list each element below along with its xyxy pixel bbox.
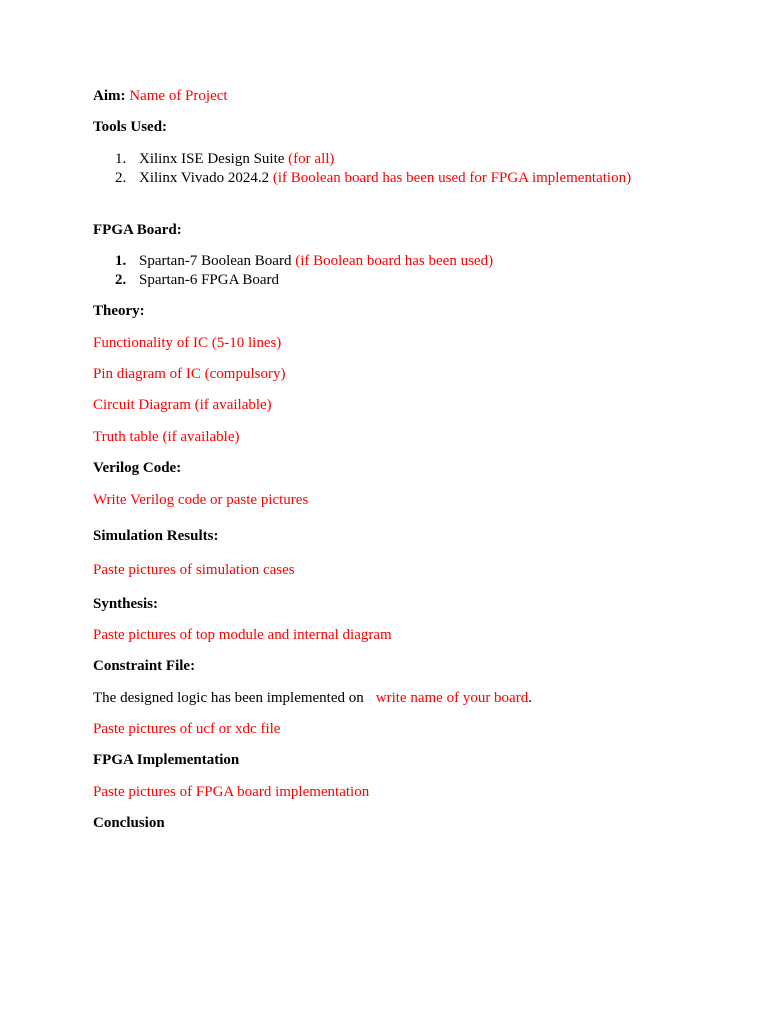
constraint-board-placeholder: write name of your board bbox=[375, 690, 529, 706]
constraint-sentence bbox=[93, 689, 532, 707]
theory-pin-diagram-line: Pin diagram of IC (compulsory) bbox=[93, 366, 286, 382]
theory-heading: Theory: bbox=[93, 303, 145, 319]
constraint-text: Paste pictures of ucf or xdc file bbox=[93, 721, 281, 737]
simulation-heading: Simulation Results: bbox=[93, 528, 219, 544]
conclusion-heading: Conclusion bbox=[93, 815, 165, 831]
tools-item-number: 2. bbox=[115, 170, 127, 186]
verilog-text: Write Verilog code or paste pictures bbox=[93, 492, 309, 508]
simulation-text: Paste pictures of simulation cases bbox=[93, 562, 295, 578]
tools-item-text bbox=[139, 169, 631, 187]
board-item-number: 1. bbox=[115, 253, 127, 269]
synthesis-heading: Synthesis: bbox=[93, 596, 159, 612]
tools-item-note: (for all) bbox=[288, 151, 335, 167]
aim-value: Name of Project bbox=[129, 88, 228, 104]
board-item-number: 2. bbox=[115, 272, 127, 288]
tools-item-name: Xilinx ISE Design Suite bbox=[139, 151, 289, 167]
implementation-heading: FPGA Implementation bbox=[93, 752, 240, 768]
constraint-heading: Constraint File: bbox=[93, 658, 196, 674]
implementation-text: Paste pictures of FPGA board implementation bbox=[93, 784, 370, 800]
board-item-note: (if Boolean board has been used) bbox=[295, 253, 494, 269]
synthesis-text: Paste pictures of top module and internal diagram bbox=[93, 627, 392, 643]
tools-item-number: 1. bbox=[115, 151, 127, 167]
board-item-name: Spartan-6 FPGA Board bbox=[139, 272, 279, 288]
theory-truth-table-line: Truth table (if available) bbox=[93, 429, 240, 445]
theory-functionality-line: Functionality of IC (5-10 lines) bbox=[93, 335, 282, 351]
board-item-text bbox=[139, 271, 279, 289]
theory-circuit-diagram-line: Circuit Diagram (if available) bbox=[93, 397, 272, 413]
board-heading: FPGA Board: bbox=[93, 222, 182, 238]
board-item-text bbox=[139, 252, 493, 270]
tools-heading: Tools Used: bbox=[93, 119, 168, 135]
tools-item-text bbox=[139, 150, 334, 168]
aim-line bbox=[93, 87, 228, 105]
aim-label: Aim: bbox=[93, 88, 126, 104]
tools-item-name: Xilinx Vivado 2024.2 bbox=[139, 170, 273, 186]
tools-item-note: (if Boolean board has been used for FPGA implementation) bbox=[272, 170, 632, 186]
constraint-sentence-start: The designed logic has been implemented on bbox=[93, 690, 364, 706]
board-item-name: Spartan-7 Boolean Board bbox=[139, 253, 296, 269]
constraint-sentence-end: . bbox=[528, 690, 532, 706]
verilog-heading: Verilog Code: bbox=[93, 460, 182, 476]
